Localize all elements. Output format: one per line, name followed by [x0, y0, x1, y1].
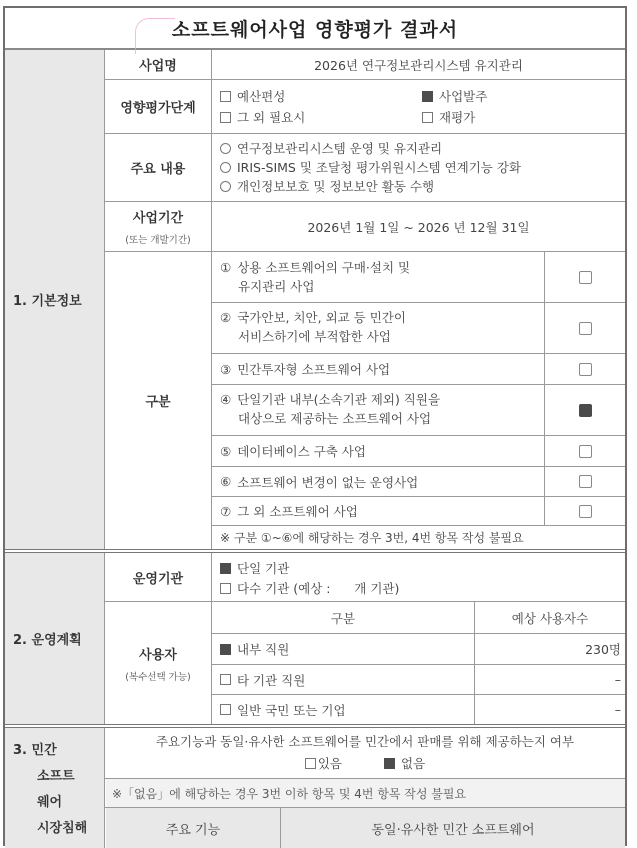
checkbox-icon — [305, 758, 316, 769]
circle-bullet-icon — [220, 181, 231, 192]
category-item-2: ② 국가안보, 치안, 외교 등 민간이 서비스하기에 부적합한 사업 — [220, 310, 406, 344]
stage-option-reassess[interactable]: 재평가 — [422, 108, 622, 126]
answer-no[interactable]: 없음 — [384, 754, 425, 772]
checkbox-icon — [579, 271, 592, 284]
period-value: 2026년 1월 1일 ~ 2026 년 12월 31일 — [307, 219, 530, 235]
section1-heading: 1. 기본정보 — [5, 50, 105, 549]
category-checkbox-6[interactable] — [545, 467, 625, 496]
project-name-value: 2026년 연구정보관리시스템 유지관리 — [314, 57, 523, 73]
impact-assessment-form — [3, 6, 627, 846]
users-col-header-category: 구분 — [330, 610, 356, 626]
category-item-6: ⑥ 소프트웨어 변경이 없는 운영사업 — [220, 474, 419, 490]
section3-heading: 3. 민간 소프트 웨어 시장침해 — [5, 728, 105, 848]
category-item-3: ③ 민간투자형 소프트웨어 사업 — [220, 361, 391, 377]
checkbox-icon — [579, 505, 592, 518]
category-checkbox-3[interactable] — [545, 354, 625, 384]
users-col-header-count: 예상 사용자수 — [511, 610, 589, 626]
category-item-7: ⑦ 그 외 소프트웨어 사업 — [220, 503, 358, 519]
checkbox-icon — [579, 363, 592, 376]
operator-label: 운영기관 — [105, 553, 212, 601]
category-item-1: ① 상용 소프트웨어의 구매·설치 및 유지관리 사업 — [220, 260, 411, 294]
checkbox-checked-icon — [220, 563, 231, 574]
category-item-4: ④ 단일기관 내부(소속기관 제외) 직원을 대상으로 제공하는 소프트웨어 사업 — [220, 392, 441, 426]
users-count-internal: 230명 — [585, 642, 621, 657]
market-question: 주요기능과 동일·유사한 소프트웨어를 민간에서 판매를 위해 제공하는지 여부 — [155, 734, 575, 749]
checkbox-checked-icon — [220, 644, 231, 655]
operator-option-single[interactable]: 단일 기관 — [220, 559, 520, 577]
main-content-item: 연구정보관리시스템 운영 및 유지관리 — [220, 139, 442, 158]
main-content-label: 주요 내용 — [105, 134, 212, 201]
stage-label: 영향평가단계 — [105, 80, 212, 133]
category-checkbox-1[interactable] — [545, 252, 625, 302]
project-name-label: 사업명 — [105, 50, 212, 79]
col-header-similar-software: 동일·유사한 민간 소프트웨어 — [281, 808, 625, 848]
period-label: 사업기간 (또는 개발기간) — [105, 202, 212, 251]
checkbox-icon — [220, 674, 231, 685]
checkbox-icon — [579, 445, 592, 458]
stage-option-budget[interactable]: 예산편성 — [220, 87, 420, 105]
answer-yes[interactable]: 있음 — [305, 754, 342, 772]
category-item-5: ⑤ 데이터베이스 구축 사업 — [220, 443, 366, 459]
checkbox-checked-icon — [384, 758, 395, 769]
col-header-main-function: 주요 기능 — [106, 808, 280, 848]
operator-option-multiple[interactable]: 다수 기관 (예상 : 개 기관) — [220, 579, 520, 597]
checkbox-checked-icon — [579, 404, 592, 417]
category-checkbox-5[interactable] — [545, 436, 625, 466]
checkbox-icon — [220, 583, 231, 594]
stage-option-order[interactable]: 사업발주 — [422, 87, 622, 105]
category-checkbox-2[interactable] — [545, 303, 625, 353]
checkbox-icon — [220, 112, 231, 123]
users-row-internal[interactable]: 내부 직원 — [220, 634, 474, 664]
section2-heading: 2. 운영계획 — [5, 553, 105, 724]
stage-option-other[interactable]: 그 외 필요시 — [220, 108, 420, 126]
handwritten-mark — [135, 18, 175, 54]
document-title: 소프트웨어사업 영향평가 결과서 — [5, 8, 625, 50]
checkbox-icon — [220, 704, 231, 715]
market-answers — [105, 752, 625, 774]
category-checkbox-7[interactable] — [545, 497, 625, 525]
circle-bullet-icon — [220, 162, 231, 173]
category-note: ※ 구분 ①~⑥에 해당하는 경우 3번, 4번 항목 작성 불필요 — [220, 531, 524, 545]
checkbox-icon — [220, 91, 231, 102]
checkbox-icon — [579, 322, 592, 335]
users-count-public: – — [614, 702, 621, 717]
users-count-other-agency: – — [614, 672, 621, 687]
main-content-item: IRIS-SIMS 및 조달청 평가위원시스템 연계기능 강화 — [220, 158, 521, 177]
users-row-other-agency[interactable]: 타 기관 직원 — [220, 665, 474, 694]
checkbox-checked-icon — [422, 91, 433, 102]
users-row-public[interactable]: 일반 국민 또는 기업 — [220, 695, 474, 724]
checkbox-icon — [422, 112, 433, 123]
users-label: 사용자 (복수선택 가능) — [105, 602, 212, 724]
main-content-list — [220, 136, 625, 199]
category-checkbox-4[interactable] — [545, 385, 625, 435]
circle-bullet-icon — [220, 143, 231, 154]
main-content-item: 개인정보보호 및 정보보안 활동 수행 — [220, 177, 434, 196]
checkbox-icon — [579, 475, 592, 488]
category-label: 구분 — [105, 252, 212, 549]
market-note: ※「없음」에 해당하는 경우 3번 이하 항목 및 4번 항목 작성 불필요 — [106, 779, 625, 807]
